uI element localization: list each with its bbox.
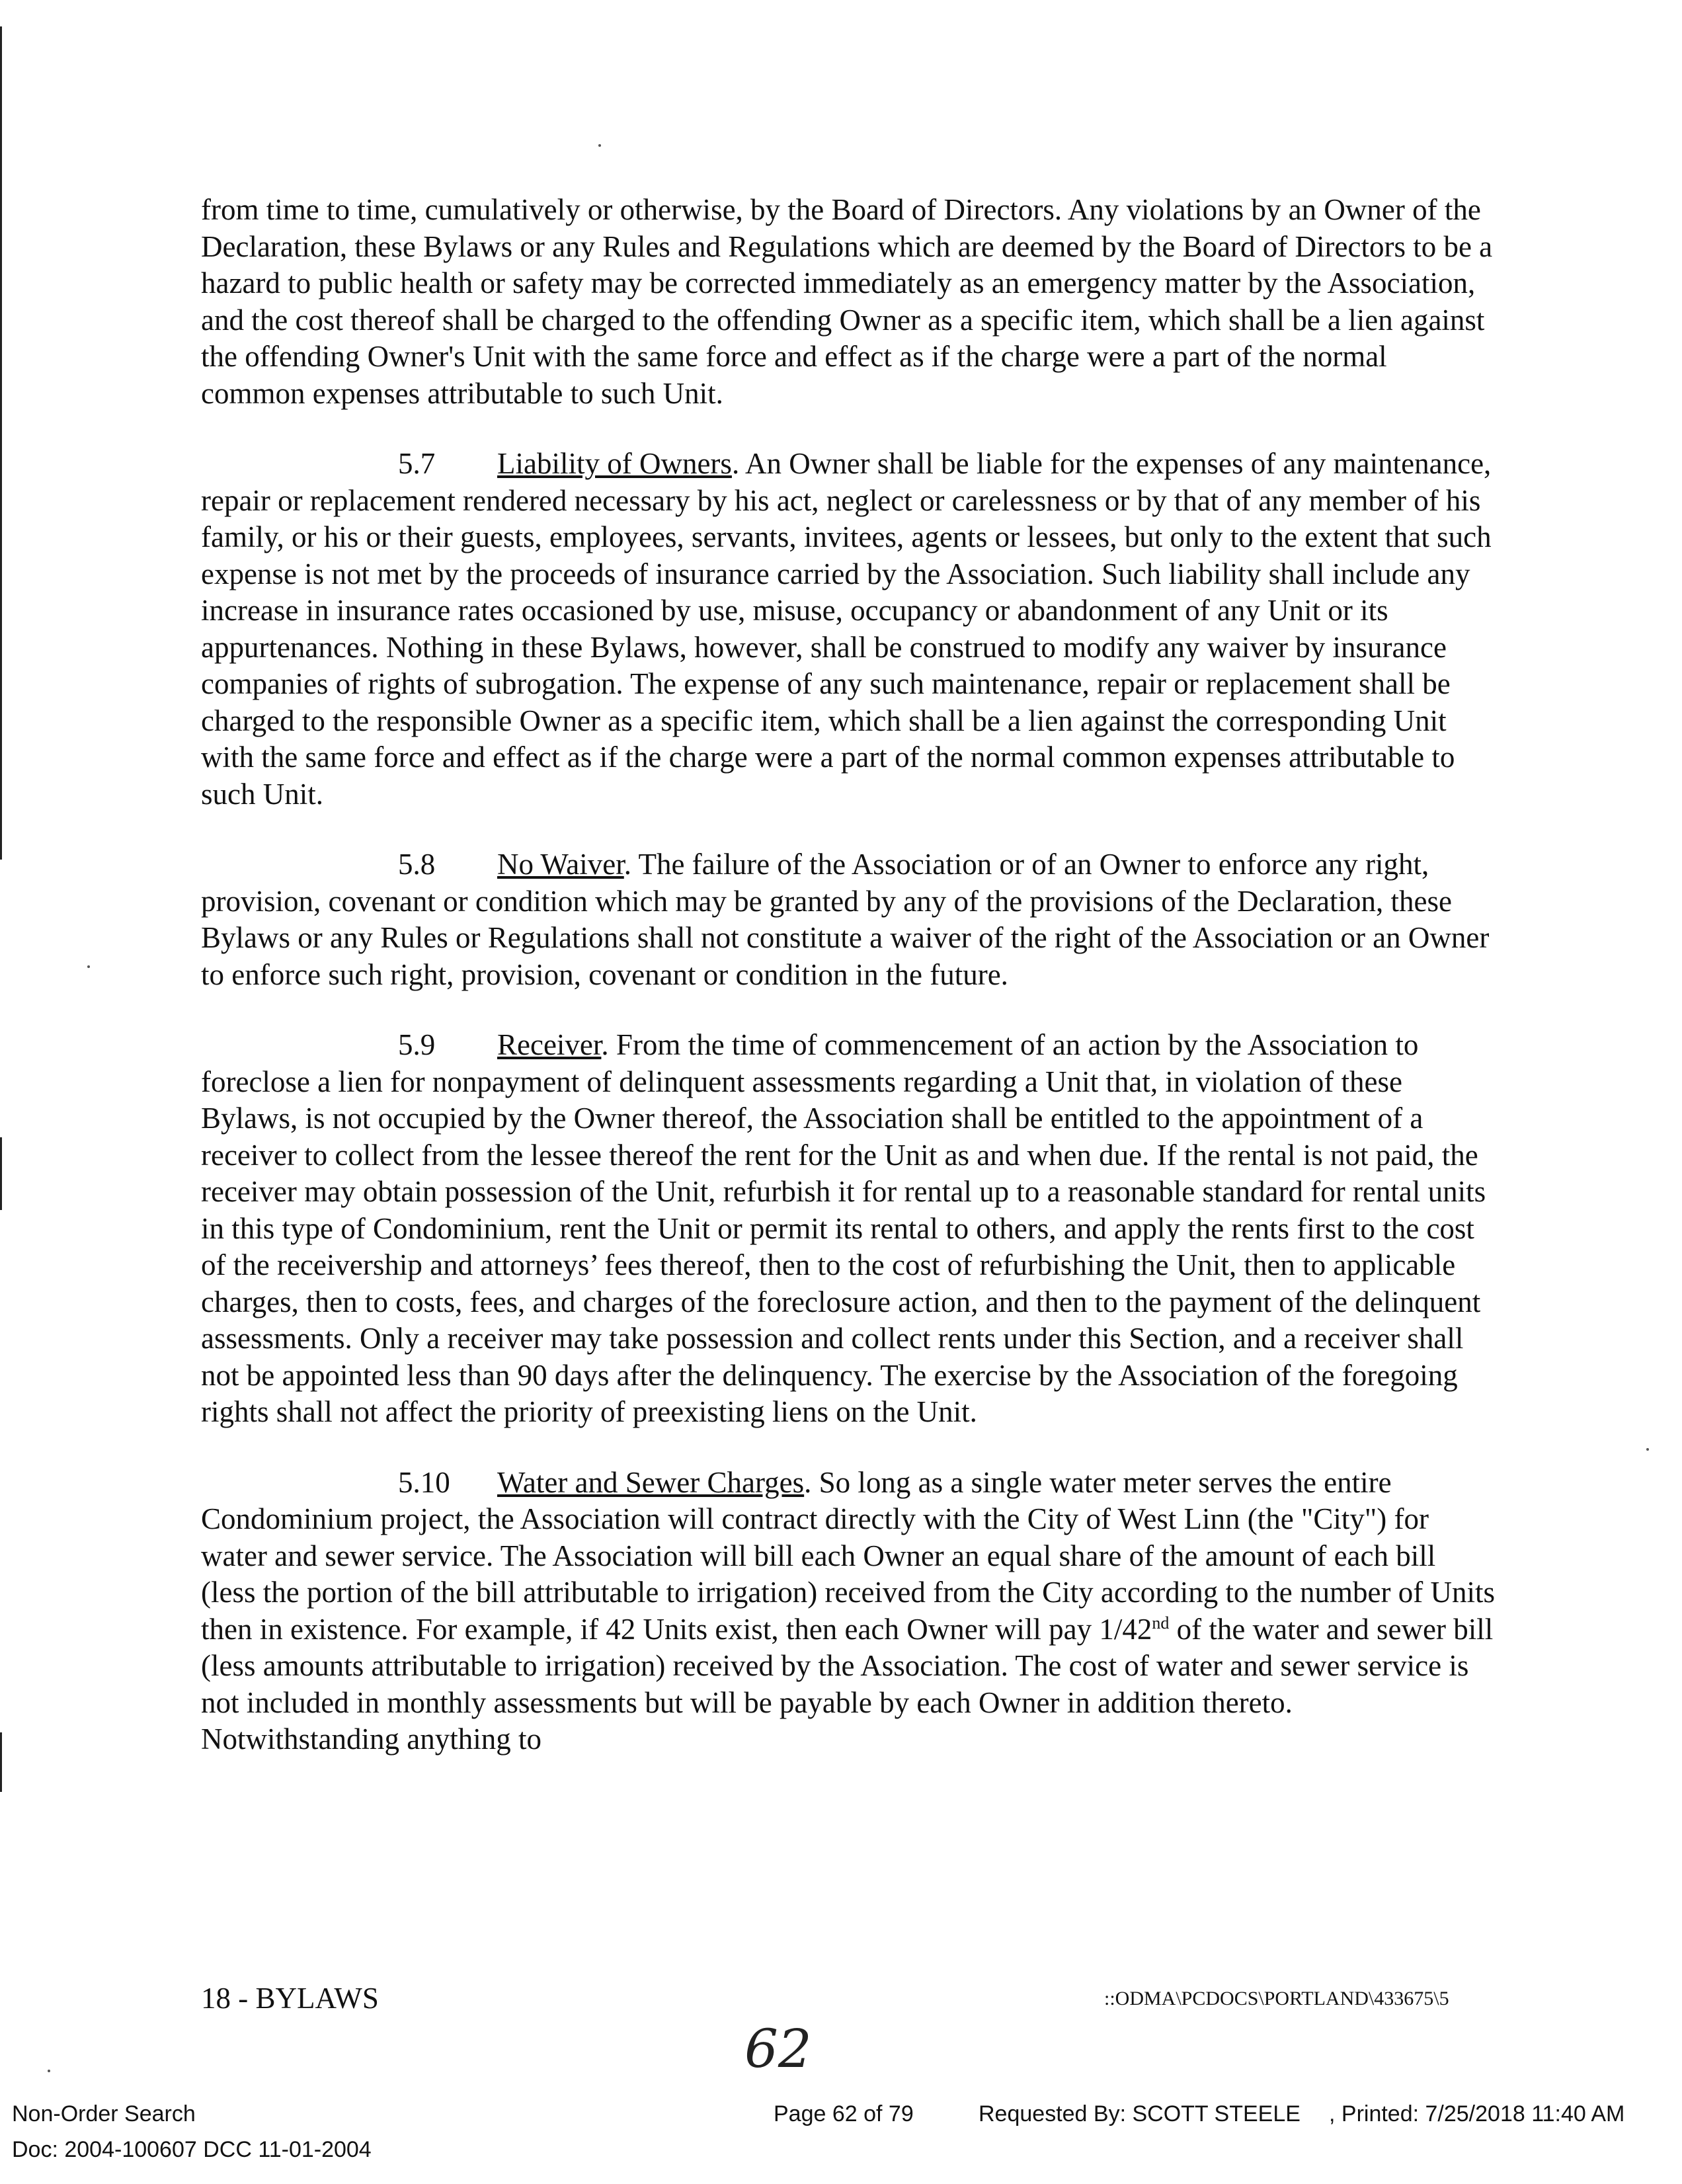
- section-number: 5.10: [398, 1465, 450, 1499]
- section-text: . The failure of the Association or of an Owner to enforce any right, provision, covenant or condition which may be granted by any of the provisions of the Declaration, these Bylaws or any Rules or Regulations shall not constitute a waiver of the right of the Association or an Owner to enforce such right, provision, covenant or condition in the future.: [201, 848, 1490, 991]
- document-body: [201, 192, 1497, 1792]
- section-title: No Waiver: [497, 848, 624, 881]
- section-text: . From the time of commencement of an action by the Association to foreclose a lien for nonpayment of delinquent assessments regarding a Unit that, in violation of these Bylaws, is not occupied by the Owner thereof, the Association shall be entitled to the appointment of a receiver to collect from the lessee thereof the rent for the Unit as and when due. If the rental is not paid, the receiver may obtain possession of the Unit, refurbish it for rental up to a reasonable standard for rental units in this type of Condominium, rent the Unit or permit its rental to others, and apply the rents first to the cost of the receivership and attorneys’ fees thereof, then to the cost of refurbishing the Unit, then to applicable charges, then to costs, fees, and charges of the foreclosure action, and then to the payment of the delinquent assessments. Only a receiver may take possession and collect rents under this Section, and a receiver shall not be appointed less than 90 days after the delinquency. The exercise by the Association of the foregoing rights shall not affect the priority of preexisting liens on the Unit.: [201, 1028, 1486, 1428]
- section-number: 5.8: [398, 848, 436, 881]
- footer-doc-path: ::ODMA\PCDOCS\PORTLAND\433675\5: [1104, 1988, 1449, 2009]
- section-number: 5.7: [398, 447, 436, 480]
- handwritten-page-number: 62: [744, 2018, 812, 2080]
- scan-speck: [598, 144, 601, 147]
- stamp-printed: , Printed: 7/25/2018 11:40 AM: [1329, 2101, 1625, 2126]
- stamp-requested-by: Requested By: SCOTT STEELE: [979, 2101, 1301, 2126]
- scan-edge-mark: [0, 1137, 2, 1210]
- section-title: Water and Sewer Charges: [497, 1465, 805, 1499]
- section-5-8: [201, 846, 1497, 993]
- section-5-9: [201, 1027, 1497, 1431]
- scan-edge-mark: [0, 1732, 2, 1792]
- scan-speck: [1646, 1448, 1649, 1451]
- scan-speck: [48, 2070, 50, 2072]
- stamp-page-info: Page 62 of 79: [774, 2101, 914, 2126]
- footer-page-label: 18 - BYLAWS: [201, 1982, 379, 2015]
- section-title: Liability of Owners: [497, 447, 732, 480]
- section-text-continued: of the water and sewer bill (less amounts attributable to irrigation) received by the Association. The cost of water and sewer service is not included in monthly assessments but will be payable by each Owner in addition thereto. Notwithstanding anything to: [201, 1612, 1494, 1756]
- scan-edge-mark: [0, 26, 2, 860]
- section-5-10: [201, 1465, 1497, 1758]
- ordinal-superscript: nd: [1152, 1613, 1170, 1633]
- opening-paragraph: from time to time, cumulatively or otherwise, by the Board of Directors. Any violations by an Owner of the Declaration, these Bylaws or any Rules and Regulations which are deemed by the Board of Directors to be a hazard to public health or safety may be corrected immediately as an emergency matter by the Association, and the cost thereof shall be charged to the offending Owner as a specific item, which shall be a lien against the offending Owner's Unit with the same force and effect as if the charge were a part of the normal common expenses attributable to such Unit.: [201, 193, 1493, 410]
- stamp-doc-ref: Doc: 2004-100607 DCC 11-01-2004: [12, 2137, 372, 2162]
- section-number: 5.9: [398, 1028, 436, 1061]
- section-title: Receiver: [497, 1028, 602, 1061]
- section-text: . So long as a single water meter serves the entire Condominium project, the Association will contract directly with the City of West Linn (the "City") for water and sewer service. The Association will bill each Owner an equal share of the amount of each bill (less the portion of the bill attributable to irrigation) received from the City according to the number of Units then in existence. For example, if 42 Units exist, then each Owner will pay 1/42: [201, 1465, 1495, 1646]
- stamp-search-type: Non-Order Search: [12, 2101, 196, 2126]
- section-text: . An Owner shall be liable for the expenses of any maintenance, repair or replacement rendered necessary by his act, neglect or carelessness or by that of any member of his family, or his or their guests, employees, servants, invitees, agents or lessees, but only to the extent that such expense is not met by the proceeds of insurance carried by the Association. Such liability shall include any increase in insurance rates occasioned by use, misuse, occupancy or abandonment of any Unit or its appurtenances. Nothing in these Bylaws, however, shall be construed to modify any waiver by insurance companies of rights of subrogation. The expense of any such maintenance, repair or replacement shall be charged to the responsible Owner as a specific item, which shall be a lien against the corresponding Unit with the same force and effect as if the charge were a part of the normal common expenses attributable to such Unit.: [201, 447, 1492, 811]
- scan-speck: [87, 965, 90, 968]
- section-5-7: [201, 446, 1497, 813]
